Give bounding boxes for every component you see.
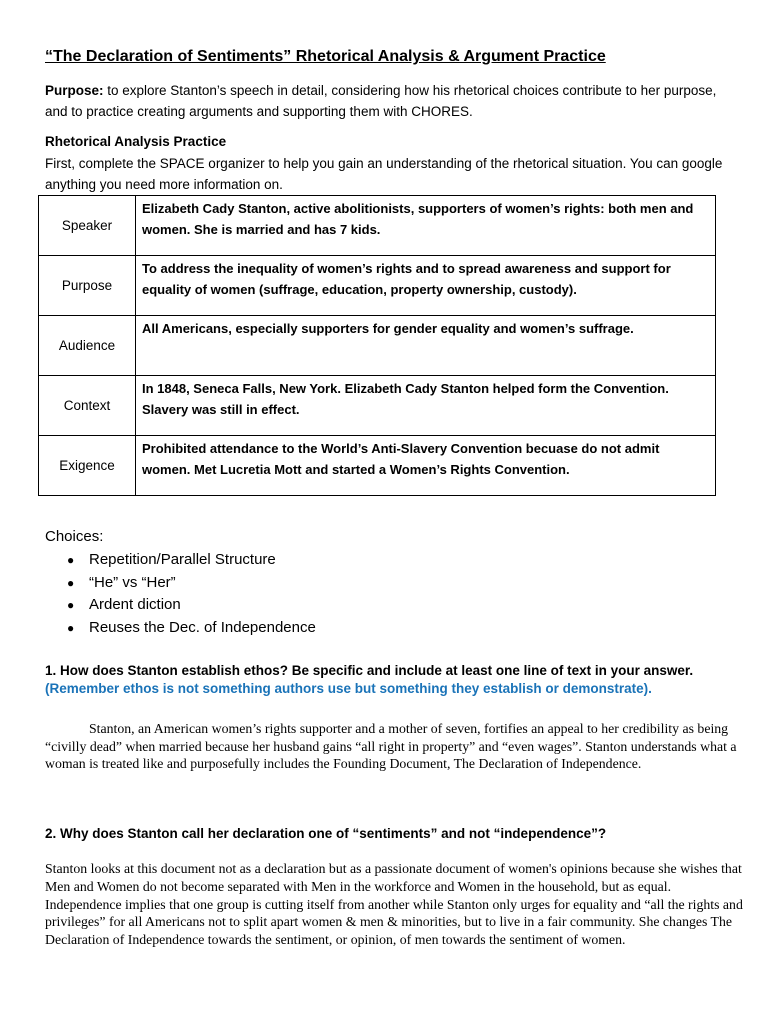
bullet-icon: ● bbox=[67, 598, 75, 612]
table-row bbox=[39, 196, 716, 256]
row-value: To address the inequality of women’s rights and to spread awareness and support for equality of women (suffrage, education, property ownership, custody). bbox=[136, 256, 716, 316]
row-label: Context bbox=[39, 376, 136, 436]
purpose-label: Purpose: bbox=[45, 83, 104, 98]
list-item-text: “He” vs “Her” bbox=[89, 573, 176, 591]
row-label: Exigence bbox=[39, 436, 136, 496]
choices-list bbox=[45, 549, 316, 639]
list-item bbox=[45, 572, 316, 595]
rhetorical-analysis-heading: Rhetorical Analysis Practice bbox=[45, 134, 227, 149]
purpose-text: to explore Stanton’s speech in detail, considering how his rhetorical choices contribute to her purpose, and to practice creating arguments and supporting them with CHORES. bbox=[45, 83, 717, 119]
question-2: 2. Why does Stanton call her declaration one of “sentiments” and not “independence”? bbox=[45, 826, 607, 841]
question-1-note: (Remember ethos is not something authors use but something they establish or demonstrate). bbox=[45, 681, 652, 696]
purpose-paragraph bbox=[45, 80, 735, 122]
row-value: Prohibited attendance to the World’s Anti-Slavery Convention becuase do not admit women. Met Lucretia Mott and started a Women’s Rights Convention. bbox=[136, 436, 716, 496]
document-title: “The Declaration of Sentiments” Rhetorical Analysis & Argument Practice bbox=[45, 48, 606, 65]
list-item-text: Repetition/Parallel Structure bbox=[89, 551, 276, 568]
list-item-text: Reuses the Dec. of Independence bbox=[89, 618, 316, 636]
row-label: Purpose bbox=[39, 256, 136, 316]
list-item-text: Ardent diction bbox=[89, 596, 181, 613]
bullet-icon: ● bbox=[67, 553, 75, 567]
answer-1: Stanton, an American women’s rights supporter and a mother of seven, fortifies an appeal to her credibility as being “civilly dead” when married because her husband gains “all right in property” and “even wages”. Stanton understands what a woman is treated like and purposefully includes the Founding Document, The Declaration of Independence. bbox=[45, 721, 737, 771]
row-value: In 1848, Seneca Falls, New York. Elizabeth Cady Stanton helped form the Convention. Slavery was still in effect. bbox=[136, 376, 716, 436]
table-row bbox=[39, 316, 716, 376]
row-value: Elizabeth Cady Stanton, active abolitionists, supporters of women’s rights: both men and women. She is married and has 7 kids. bbox=[136, 196, 716, 256]
list-item bbox=[45, 549, 316, 572]
question-1: 1. How does Stanton establish ethos? Be specific and include at least one line of text in your answer. bbox=[45, 663, 694, 678]
bullet-icon: ● bbox=[67, 620, 75, 635]
table-row bbox=[39, 376, 716, 436]
row-label: Speaker bbox=[39, 196, 136, 256]
answer-2: Stanton looks at this document not as a declaration but as a passionate document of women's opinions because she wishes that Men and Women do not become separated with Men in the workforce and Women in the household, but as equal. Independence implies that one group is cutting itself from another while Stanton only urges for equality and “all the rights and privileges” for all Americans not to split apart women & men & minorities, but to live in a fair community. She changes The Declaration of Independence towards the sentiment, or opinion, of men towards the sentiment of women. bbox=[45, 861, 743, 948]
list-item bbox=[45, 594, 316, 617]
list-item bbox=[45, 617, 316, 640]
table-row bbox=[39, 256, 716, 316]
rhetorical-analysis-intro: First, complete the SPACE organizer to help you gain an understanding of the rhetorical situation. You can google anything you need more information on. bbox=[45, 156, 723, 192]
table-row bbox=[39, 436, 716, 496]
choices-heading: Choices: bbox=[45, 528, 104, 545]
bullet-icon: ● bbox=[67, 575, 75, 590]
row-label: Audience bbox=[39, 316, 136, 376]
row-value: All Americans, especially supporters for gender equality and women’s suffrage. bbox=[136, 316, 716, 376]
space-organizer-table bbox=[38, 195, 716, 496]
